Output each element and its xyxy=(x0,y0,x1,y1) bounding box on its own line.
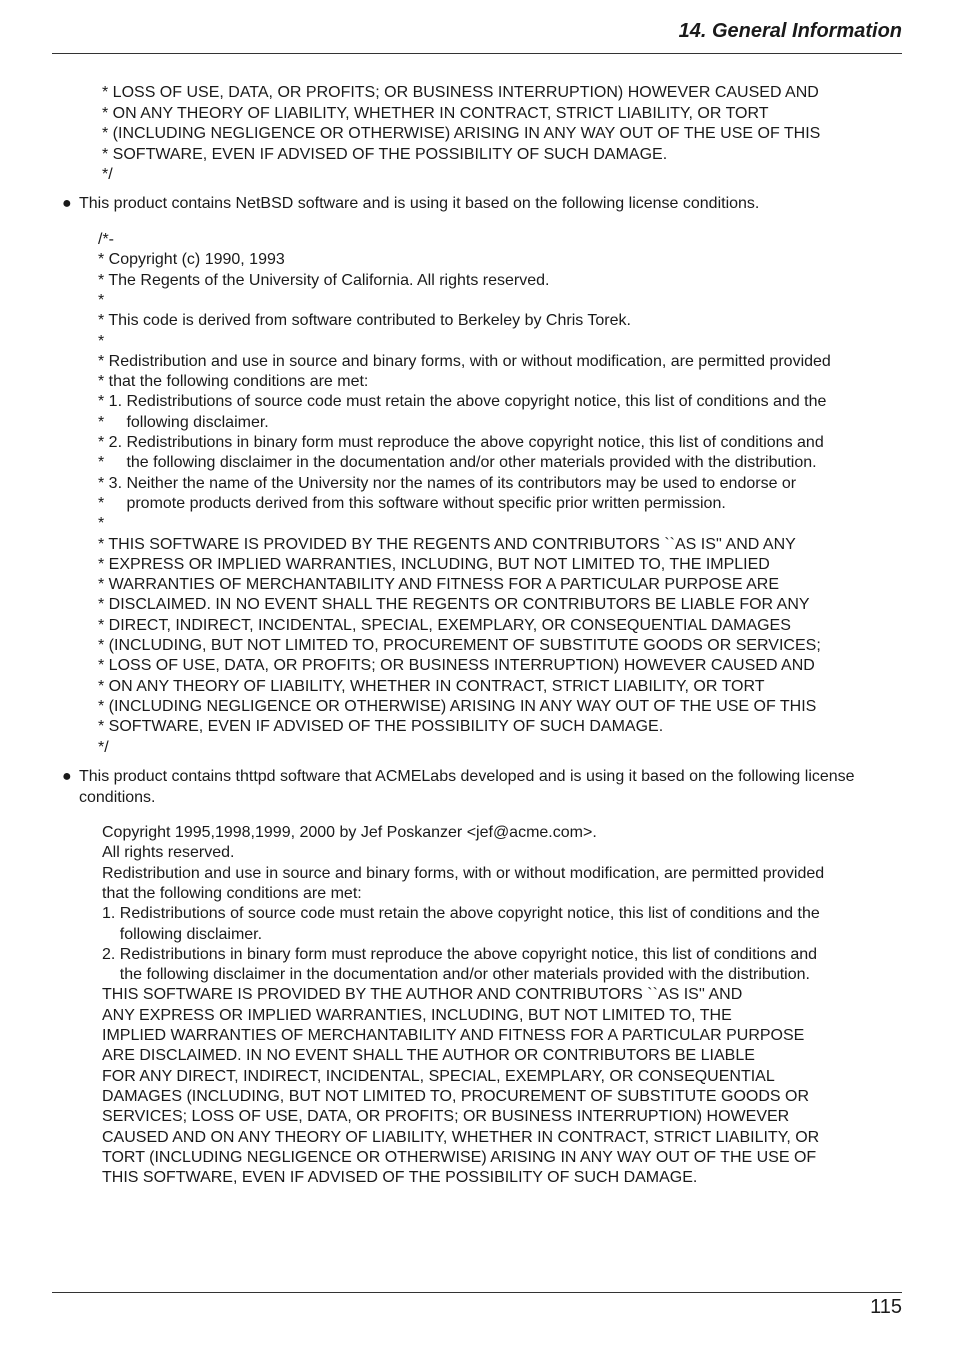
license-line: * The Regents of the University of California. All rights reserved. xyxy=(98,271,550,289)
license-line: CAUSED AND ON ANY THEORY OF LIABILITY, WHETHER IN CONTRACT, STRICT LIABILITY, OR xyxy=(102,1128,820,1146)
license-line: * ON ANY THEORY OF LIABILITY, WHETHER IN CONTRACT, STRICT LIABILITY, OR TORT xyxy=(102,104,769,122)
license-line: TORT (INCLUDING NEGLIGENCE OR OTHERWISE) ARISING IN ANY WAY OUT OF THE USE OF xyxy=(102,1148,817,1166)
license-line: Redistribution and use in source and binary forms, with or without modification, are permitted provided xyxy=(102,864,825,882)
thttpd-intro: This product contains thttpd software that ACMELabs developed and is using it based on the following license xyxy=(79,768,855,785)
license-line: * EXPRESS OR IMPLIED WARRANTIES, INCLUDING, BUT NOT LIMITED TO, THE IMPLIED xyxy=(98,555,770,573)
license-line: * Copyright (c) 1990, 1993 xyxy=(98,251,285,269)
license-line: IMPLIED WARRANTIES OF MERCHANTABILITY AND FITNESS FOR A PARTICULAR PURPOSE xyxy=(102,1027,805,1044)
license-line: ANY EXPRESS OR IMPLIED WARRANTIES, INCLUDING, BUT NOT LIMITED TO, THE xyxy=(102,1006,732,1024)
license-line: */ xyxy=(102,166,113,183)
license-line: * (INCLUDING NEGLIGENCE OR OTHERWISE) ARISING IN ANY WAY OUT OF THE USE OF THIS xyxy=(102,125,821,142)
license-line: * SOFTWARE, EVEN IF ADVISED OF THE POSSIBILITY OF SUCH DAMAGE. xyxy=(102,145,668,163)
license-line: * WARRANTIES OF MERCHANTABILITY AND FITNESS FOR A PARTICULAR PURPOSE ARE xyxy=(98,576,780,594)
license-line: * SOFTWARE, EVEN IF ADVISED OF THE POSSIBILITY OF SUCH DAMAGE. xyxy=(98,718,664,736)
license-line: 1. Redistributions of source code must retain the above copyright notice, this list of conditions and the xyxy=(102,905,820,923)
license-line: * following disclaimer. xyxy=(98,413,269,431)
thttpd-intro-continued: conditions. xyxy=(79,789,156,806)
page-header xyxy=(52,18,902,54)
license-line: * (INCLUDING, BUT NOT LIMITED TO, PROCUREMENT OF SUBSTITUTE GOODS OR SERVICES; xyxy=(98,637,821,654)
license-line: SERVICES; LOSS OF USE, DATA, OR PROFITS; OR BUSINESS INTERRUPTION) HOWEVER xyxy=(102,1108,790,1126)
license-line: * ON ANY THEORY OF LIABILITY, WHETHER IN CONTRACT, STRICT LIABILITY, OR TORT xyxy=(98,677,765,695)
bullet-icon: ● xyxy=(62,195,72,212)
license-line: * 2. Redistributions in binary form must reproduce the above copyright notice, this list of conditions and xyxy=(98,434,824,451)
license-line: * 3. Neither the name of the University nor the names of its contributors may be used to endorse or xyxy=(98,474,797,492)
page-number: 115 xyxy=(870,1296,902,1318)
license-line: DAMAGES (INCLUDING, BUT NOT LIMITED TO, PROCUREMENT OF SUBSTITUTE GOODS OR xyxy=(102,1087,810,1105)
license-line: * LOSS OF USE, DATA, OR PROFITS; OR BUSINESS INTERRUPTION) HOWEVER CAUSED AND xyxy=(102,84,819,101)
license-line: * THIS SOFTWARE IS PROVIDED BY THE REGENTS AND CONTRIBUTORS ``AS IS'' AND ANY xyxy=(98,535,796,553)
netbsd-intro: This product contains NetBSD software and is using it based on the following license conditions. xyxy=(79,195,760,212)
license-line: * 1. Redistributions of source code must retain the above copyright notice, this list of conditions and the xyxy=(98,393,827,411)
license-line: */ xyxy=(98,738,109,756)
bullet-icon: ● xyxy=(62,768,72,785)
license-line: All rights reserved. xyxy=(102,844,235,862)
license-line: 2. Redistributions in binary form must reproduce the above copyright notice, this list of conditions and xyxy=(102,945,818,963)
license-line: * xyxy=(98,515,105,533)
license-line: * promote products derived from this software without specific prior written permission. xyxy=(98,494,726,512)
license-line: * xyxy=(98,332,105,350)
license-line: * DISCLAIMED. IN NO EVENT SHALL THE REGENTS OR CONTRIBUTORS BE LIABLE FOR ANY xyxy=(98,596,810,614)
footer-divider xyxy=(52,1292,902,1293)
license-line: Copyright 1995,1998,1999, 2000 by Jef Poskanzer <jef@acme.com>. xyxy=(102,824,597,841)
license-line: * This code is derived from software contributed to Berkeley by Chris Torek. xyxy=(98,312,631,330)
license-line: THIS SOFTWARE IS PROVIDED BY THE AUTHOR AND CONTRIBUTORS ``AS IS'' AND xyxy=(102,986,743,1004)
license-line: THIS SOFTWARE, EVEN IF ADVISED OF THE POSSIBILITY OF SUCH DAMAGE. xyxy=(102,1169,698,1187)
license-line: * xyxy=(98,291,105,309)
license-line: * DIRECT, INDIRECT, INCIDENTAL, SPECIAL, EXEMPLARY, OR CONSEQUENTIAL DAMAGES xyxy=(98,616,791,634)
license-line: following disclaimer. xyxy=(102,925,263,943)
license-line: ARE DISCLAIMED. IN NO EVENT SHALL THE AUTHOR OR CONTRIBUTORS BE LIABLE xyxy=(102,1047,755,1065)
license-line: * the following disclaimer in the documentation and/or other materials provided with the distribution. xyxy=(98,454,817,472)
license-line: FOR ANY DIRECT, INDIRECT, INCIDENTAL, SPECIAL, EXEMPLARY, OR CONSEQUENTIAL xyxy=(102,1067,775,1085)
license-line: * LOSS OF USE, DATA, OR PROFITS; OR BUSINESS INTERRUPTION) HOWEVER CAUSED AND xyxy=(98,657,815,675)
license-line: /*- xyxy=(98,231,114,248)
license-line: * (INCLUDING NEGLIGENCE OR OTHERWISE) ARISING IN ANY WAY OUT OF THE USE OF THIS xyxy=(98,697,817,715)
license-line: * that the following conditions are met: xyxy=(98,373,369,391)
license-line: the following disclaimer in the documentation and/or other materials provided with the distribution. xyxy=(102,966,810,984)
license-line: that the following conditions are met: xyxy=(102,884,362,902)
license-line: * Redistribution and use in source and binary forms, with or without modification, are permitted provided xyxy=(98,352,831,370)
section-title: 14. General Information xyxy=(678,20,902,42)
